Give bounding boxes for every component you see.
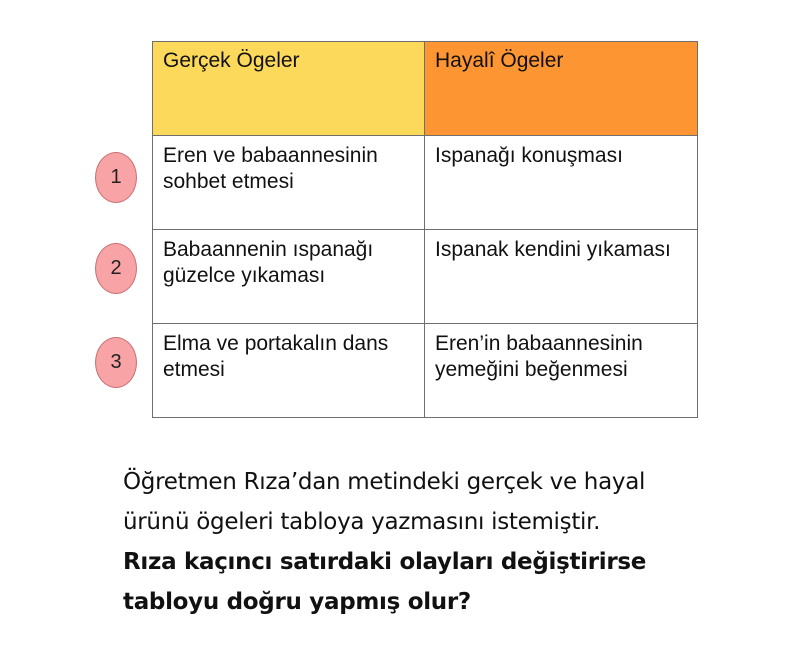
row-1-real-cell: Eren ve babaannesinin sohbet etmesi bbox=[153, 136, 425, 230]
row-number-badge-3: 3 bbox=[95, 337, 137, 388]
row-number-badge-1: 1 bbox=[95, 152, 137, 203]
row-3-imaginary-cell: Eren’in babaannesinin yemeğini beğenmesi bbox=[425, 324, 698, 418]
table-row bbox=[153, 230, 698, 324]
row-1-imaginary-cell: Ispanağı konuşması bbox=[425, 136, 698, 230]
question-context-line-2: ürünü ögeleri tabloya yazmasını istemiştir. bbox=[123, 509, 601, 535]
elements-table bbox=[152, 41, 698, 418]
header-real-elements: Gerçek Ögeler bbox=[153, 42, 425, 136]
table-header-row bbox=[153, 42, 698, 136]
table-row bbox=[153, 324, 698, 418]
row-number-badge-2: 2 bbox=[95, 243, 137, 294]
question-text bbox=[123, 462, 743, 622]
header-imaginary-elements: Hayalî Ögeler bbox=[425, 42, 698, 136]
question-context-line-1: Öğretmen Rıza’dan metindeki gerçek ve hayal bbox=[123, 469, 646, 495]
question-prompt-line-2: tabloyu doğru yapmış olur? bbox=[123, 589, 471, 615]
row-3-real-cell: Elma ve portakalın dans etmesi bbox=[153, 324, 425, 418]
row-2-imaginary-cell: Ispanak kendini yıkaması bbox=[425, 230, 698, 324]
table-row bbox=[153, 136, 698, 230]
question-prompt-line-1: Rıza kaçıncı satırdaki olayları değiştirirse bbox=[123, 549, 647, 575]
row-2-real-cell: Babaannenin ıspanağı güzelce yıkaması bbox=[153, 230, 425, 324]
